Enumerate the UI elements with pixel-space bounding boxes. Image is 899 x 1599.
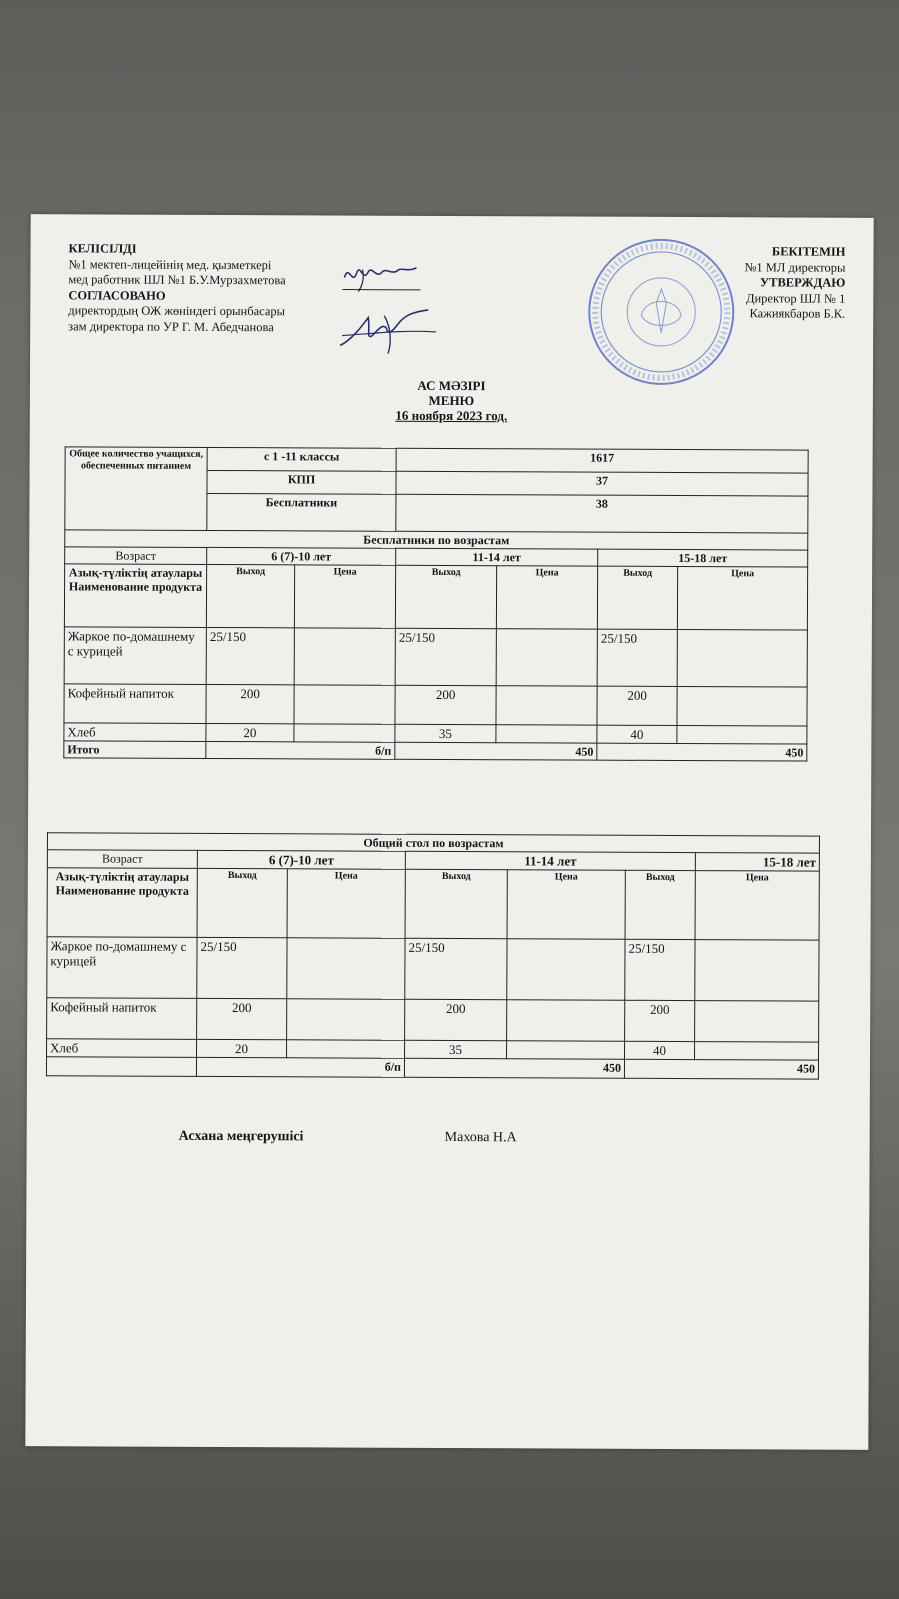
total-row [46,1057,818,1079]
deputy-signature [332,305,442,357]
item-out: 200 [405,999,507,1040]
summary-name: с 1 -11 классы [207,447,396,471]
summary-value: 38 [396,494,808,533]
agreed-title-ru: СОГЛАСОВАНО [68,287,166,303]
total-label: Итого [64,741,206,759]
table-caption: Общий стол по возрастам [47,833,819,853]
canteen-head-role: Асхана меңгерушісі [178,1128,304,1145]
title-ru: МЕНЮ [428,392,475,409]
free-meals-table [63,446,808,761]
item-price [695,1001,819,1043]
item-out: 25/150 [597,629,677,686]
menu-title [30,376,873,425]
table-caption: Бесплатники по возрастам [65,530,808,550]
title-kz: АС МӘЗІРІ [417,377,486,394]
item-name: Хлеб [64,723,206,742]
col-out: Выход [405,869,507,938]
medic-line-kz: №1 мектеп-лицейінің мед. қызметкері [68,256,272,272]
item-price [507,939,625,1001]
item-out: 25/150 [395,628,496,685]
col-price: Цена [496,566,597,629]
total-price-1: б/п [196,1057,404,1077]
item-out: 25/150 [625,939,695,1000]
item-price [287,1040,405,1059]
item-out: 20 [197,1039,287,1057]
item-out: 200 [625,1000,695,1041]
director-line-kz: №1 МЛ директоры [744,259,846,275]
age-group: 11-14 лет [405,851,695,870]
age-group: 6 (7)-10 лет [197,850,405,869]
item-price [496,725,597,743]
medic-signature [338,256,423,296]
col-out: Выход [197,868,287,937]
item-price [507,1041,625,1060]
total-price-2: 450 [395,742,597,760]
item-price [496,629,597,686]
age-group: 11-14 лет [396,548,598,566]
item-price [287,938,405,1000]
director-name: Кажиякбаров Б.К. [749,306,846,321]
table-row [64,684,807,726]
age-group: 6 (7)-10 лет [207,547,396,565]
item-price [294,628,395,685]
col-price: Цена [677,566,807,630]
col-out: Выход [395,565,496,628]
item-out: 200 [206,684,294,723]
product-label: Азық-түліктің атаулары Наименование продукта [47,868,197,938]
item-out: 200 [197,998,287,1039]
approval-block [645,244,845,322]
deputy-line-ru: зам директора по УР Г. М. Абедчанова [68,318,274,334]
medic-line-ru: мед работник ШЛ №1 Б.У.Мурзахметова [68,272,286,288]
item-name: Жаркое по-домашнему с курицей [47,937,197,999]
total-label-empty [46,1057,196,1077]
item-price [677,686,807,726]
total-price-2: 450 [404,1058,624,1078]
general-meals-table [46,832,820,1079]
item-price [294,724,395,742]
total-price-3: 450 [624,1059,818,1079]
col-out: Выход [206,564,294,627]
table-row [47,998,819,1042]
canteen-head-name: Махова Н.А [444,1129,517,1146]
item-price [287,999,405,1041]
item-price [507,1000,625,1042]
age-group: 15-18 лет [695,853,819,872]
approved-title-kz: БЕКІТЕМІН [771,244,846,259]
item-price [496,686,597,725]
item-name: Кофейный напиток [64,684,206,724]
summary-name: КПП [207,470,396,494]
director-line-ru: Директор ШЛ № 1 [745,290,846,306]
col-price: Цена [695,871,819,941]
item-price [294,685,395,724]
menu-date: 16 ноября 2023 год. [395,407,508,424]
item-price [677,725,807,744]
approved-title-ru: УТВЕРЖДАЮ [759,275,846,290]
table-row [64,627,807,687]
item-out: 40 [625,1041,695,1059]
summary-value: 37 [396,471,808,496]
col-out: Выход [597,566,677,629]
total-price-3: 450 [597,743,807,761]
item-out: 200 [395,685,496,724]
menu-document [25,214,873,1450]
item-out: 20 [206,723,294,741]
age-label: Возраст [65,547,207,565]
total-price-1: б/п [206,741,395,759]
col-price: Цена [294,565,395,628]
table-row [47,937,819,1001]
col-price: Цена [507,870,625,940]
item-out: 25/150 [405,938,507,999]
item-out: 25/150 [206,627,294,684]
summary-name: Бесплатники [207,493,396,531]
item-out: 35 [405,1040,507,1058]
col-price: Цена [287,869,405,939]
age-label: Возраст [47,850,197,869]
item-price [677,629,807,687]
col-out: Выход [625,870,695,939]
summary-label: Общее количество учащихся, обеспеченных питанием [65,447,207,531]
agreed-title-kz: КЕЛІСІЛДІ [68,241,137,256]
item-price [695,940,819,1002]
age-group: 15-18 лет [598,549,808,567]
item-out: 200 [597,686,677,725]
item-out: 35 [395,724,496,742]
item-name: Кофейный напиток [47,998,197,1040]
summary-value: 1617 [396,448,808,473]
item-price [695,1042,819,1061]
product-label: Азық-түліктің атаулары Наименование продукта [64,564,206,628]
item-name: Жаркое по-домашнему с курицей [64,627,206,685]
item-name: Хлеб [47,1039,197,1058]
total-row [64,741,807,761]
item-out: 25/150 [197,937,287,998]
deputy-line-kz: директордың ОЖ жөніндегі орынбасары [68,303,286,319]
item-out: 40 [597,725,677,743]
